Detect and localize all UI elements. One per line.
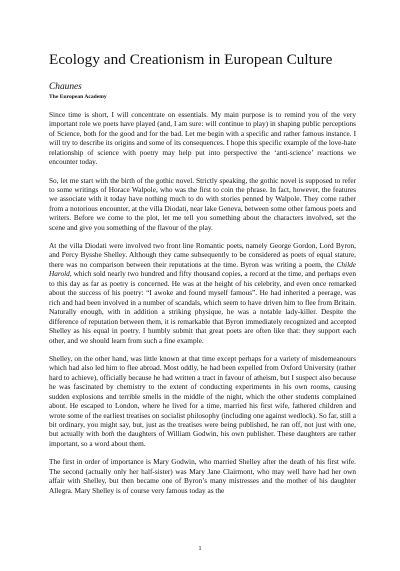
author-name: Chaunes — [49, 82, 82, 92]
paragraph-1: Since time is short, I will concentrate on essentials. My main purpose is to remind you of the very important role we poets have played (and, I am sure: will continue to play) in shaping public perceptions of Science, both for the good and for the bad. Let me begin with a specific and rather famous instance. I will try to describe its origins and some of its consequences. I hope this specific example of the love-hate relationship of science with poetry may help put into perspective the ‘anti-science’ reactions we encounter today. — [49, 110, 356, 167]
page-number: 1 — [198, 545, 202, 552]
paragraph-2: So, let me start with the birth of the gothic novel. Strictly speaking, the gothic novel is supposed to refer to some writings of Horace Walpole, who was the first to coin the phrase. In fact, however, the features we associate with it today have nothing much to do with stories penned by Walpole. They come rather from a notorious encounter, at the villa Diodati, near lake Geneva, between some other famous poets and writers. Before we come to the plot, let me tell you something about the characters involved, set the scene and give you something of the flavour of the play. — [49, 175, 356, 232]
paragraph-5: The first in order of importance is Mary Godwin, who married Shelley after the death of his first wife. The second (actually only her half-sister) was Mary Jane Clairmont, who may well have had her own affair with Shelley, but then became one of Byron’s many mistresses and the mother of his daughter Allegra. Mary Shelley is of course very famous today as the — [49, 457, 356, 495]
author-affiliation: The European Academy — [49, 94, 107, 100]
paragraph-3: At the villa Diodati were involved two front line Romantic poets, namely George Gordon, Lord Byron, and Percy Bysshe Shelley. Although they came subsequently to be considered as poets of equal stature, there was no comparison between their reputations at the time. Byron was writing a poem, the Childe Harold, which sold nearly two hundred and fifty thousand copies, a record at the time, and perhaps even to this day as far as poetry is concerned. He was at the height of his celebrity, and even once remarked about the success of his poetry: “I awoke and found myself famous”. He had inherited a peerage, was rich and had been involved in a number of scandals, which seem to have driven him to flee from Britain. Naturally enough, with in addition a striking physique, he was a notable lady-killer. Despite the difference of reputation between them, it is remarkable that Byron immediately recognized and accepted Shelley as his equal in poetry. I humbly submit that great poets are often like that: they support each other, and we should learn from such a fine example. — [49, 241, 356, 345]
paper-title: Ecology and Creationism in European Culture — [49, 51, 333, 68]
paragraph-4: Shelley, on the other hand, was little known at that time except perhaps for a variety of misdemeanours which had also led him to flee abroad. Most oddly, he had been expelled from Oxford University (rather hard to achieve), officially because he had written a tract in favour of atheism, but I suspect also because he was fascinated by chemistry to the extent of conducting experiments in his own rooms, causing sudden explosions and terrible smells in the middle of the night, which the other students complained about. He escaped to London, where he lived for a time, married his first wife, fathered children and wrote some of the earliest treatises on socialist philosophy (including one against wedlock). So far, still a bit ordinary, you might say, but, just as the treatises were being published, he ran off, not just with one, but actually with both the daughters of William Godwin, his own publisher. These daughters are rather important, so a word about them. — [49, 353, 356, 448]
body-text — [49, 110, 356, 495]
